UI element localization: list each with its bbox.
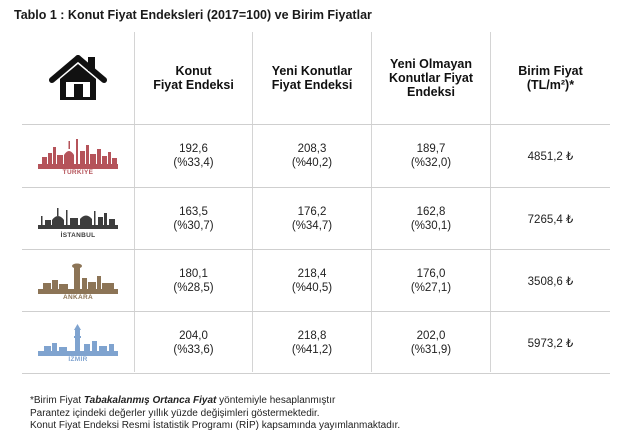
header-birim-fiyat: Birim Fiyat (TL/m²)* <box>518 64 583 92</box>
konut-value: 204,0 (%33,6) <box>173 330 214 356</box>
region-label: İSTANBUL <box>60 232 96 239</box>
yeni-olmayan-value: 162,8 (%30,1) <box>410 206 452 232</box>
turkiye-skyline-icon <box>38 135 118 169</box>
region-cell <box>22 312 134 374</box>
table-header <box>22 32 610 124</box>
footnote-parentheses: Parantez içindeki değerler yıllık yüzde değişimleri göstermektedir. <box>30 407 320 419</box>
region-label: İZMİR <box>68 356 88 363</box>
birim-fiyat-value: 4851,2 ₺ <box>527 151 574 163</box>
table-title: Tablo 1 : Konut Fiyat Endeksleri (2017=100) ve Birim Fiyatlar <box>14 8 372 22</box>
header-icon-cell <box>22 32 134 124</box>
table-row <box>22 125 610 187</box>
birim-fiyat-value: 3508,6 ₺ <box>527 276 574 288</box>
region-cell <box>22 188 134 250</box>
ankara-skyline-icon <box>38 260 118 294</box>
yeni-olmayan-value: 189,7 (%32,0) <box>410 143 452 169</box>
izmir-skyline-icon <box>38 322 118 356</box>
birim-fiyat-value: 5973,2 ₺ <box>527 338 574 350</box>
table-row <box>22 312 610 374</box>
region-cell <box>22 125 134 187</box>
house-icon <box>49 53 107 103</box>
header-yeni-konutlar: Yeni Konutlar Fiyat Endeksi <box>271 64 353 92</box>
konut-value: 192,6 (%33,4) <box>173 143 214 169</box>
footnotes <box>30 395 400 433</box>
yeni-value: 208,3 (%40,2) <box>291 143 333 169</box>
header-konut: Konut Fiyat Endeksi <box>153 64 234 92</box>
yeni-value: 176,2 (%34,7) <box>291 206 333 232</box>
birim-fiyat-value: 7265,4 ₺ <box>527 214 574 226</box>
konut-value: 163,5 (%30,7) <box>173 206 214 232</box>
istanbul-skyline-icon <box>38 198 118 232</box>
header-yeni-olmayan: Yeni Olmayan Konutlar Fiyat Endeksi <box>388 57 474 99</box>
table-row <box>22 188 610 250</box>
row-divider <box>22 373 610 374</box>
footnote-program: Konut Fiyat Endeksi Resmi İstatistik Programı (RİP) kapsamında yayımlanmaktadır. <box>30 420 401 431</box>
region-label: TÜRKİYE <box>62 169 94 176</box>
region-cell <box>22 250 134 312</box>
table-row <box>22 250 610 312</box>
yeni-olmayan-value: 176,0 (%27,1) <box>410 268 452 294</box>
footnote-method: *Birim Fiyat Tabakalanmış Ortanca Fiyat yöntemiyle hesaplanmıştır <box>30 395 336 406</box>
yeni-value: 218,8 (%41,2) <box>291 330 333 356</box>
yeni-olmayan-value: 202,0 (%31,9) <box>410 330 452 356</box>
region-label: ANKARA <box>63 294 93 301</box>
yeni-value: 218,4 (%40,5) <box>291 268 333 294</box>
konut-value: 180,1 (%28,5) <box>173 268 214 294</box>
